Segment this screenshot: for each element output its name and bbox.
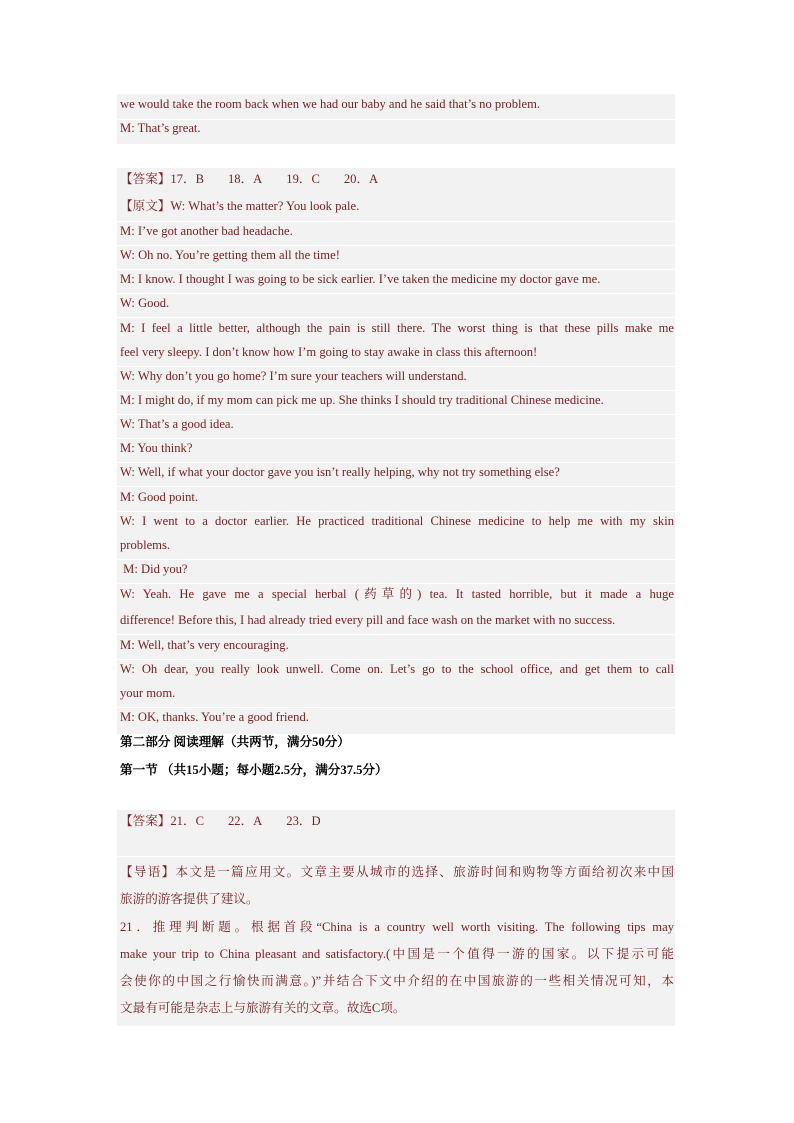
divider xyxy=(117,659,675,660)
transcript-line: difference! Before this, I had already tried every pill and face wash on the market with no success. xyxy=(120,613,616,627)
transcript-line-text: W: What’s the matter? You look pale. xyxy=(170,199,360,213)
transcript-label: 【原文】 xyxy=(120,199,171,213)
divider xyxy=(117,559,675,560)
explanation-line: 21．推理判断题。根据首段“China is a country well worth visiting. The following tips may xyxy=(120,920,674,934)
divider xyxy=(117,293,675,294)
transcript-line: W: Yeah. He gave me a special herbal (药草的) tea. It tasted horrible, but it made a huge xyxy=(120,587,674,601)
reading-answer-block xyxy=(117,810,675,1026)
section-one-heading: 第一节 （共15小题；每小题2.5分，满分37.5分） xyxy=(120,763,388,777)
transcript-line: W: Oh dear, you really look unwell. Come on. Let’s go to the school office, and get them to call xyxy=(120,662,674,676)
transcript-line: M: That’s great. xyxy=(120,121,201,135)
transcript-line: your mom. xyxy=(120,686,176,700)
transcript-first-line xyxy=(120,198,674,214)
divider xyxy=(117,511,675,512)
divider xyxy=(117,390,675,391)
transcript-line: W: I went to a doctor earlier. He practiced traditional Chinese medicine to help me with my skin xyxy=(120,514,674,528)
transcript-line: problems. xyxy=(120,538,171,552)
guide-line: 旅游的游客提供了建议。 xyxy=(120,892,259,906)
answer-item: 19．C xyxy=(286,172,320,186)
answer-label: 【答案】 xyxy=(120,172,171,186)
divider xyxy=(117,269,675,270)
divider xyxy=(117,583,675,584)
transcript-line: we would take the room back when we had our baby and he said that’s no problem. xyxy=(120,97,541,111)
divider xyxy=(117,414,675,415)
transcript-line: M: I’ve got another bad headache. xyxy=(120,224,293,238)
answer-item: 22．A xyxy=(227,814,263,828)
part-two-heading: 第二部分 阅读理解（共两节，满分50分） xyxy=(120,735,350,749)
transcript-line: feel very sleepy. I don’t know how I’m going to stay awake in class this afternoon! xyxy=(120,345,538,359)
divider xyxy=(117,486,675,487)
divider xyxy=(117,707,675,708)
answer-label: 【答案】 xyxy=(120,814,171,828)
answer-item: 17．B xyxy=(170,172,204,186)
divider xyxy=(117,366,675,367)
answer-key-21-23 xyxy=(120,813,674,829)
divider xyxy=(117,245,675,246)
answer-key-17-20 xyxy=(120,171,674,187)
answer-item: 20．A xyxy=(343,172,379,186)
transcript-line: M: I might do, if my mom can pick me up. She thinks I should try traditional Chinese medicine. xyxy=(120,393,604,407)
explanation-line: make your trip to China pleasant and satisfactory.(中国是一个值得一游的国家。以下提示可能 xyxy=(120,947,674,961)
transcript-line: W: Well, if what your doctor gave you isn’t really helping, why not try something else? xyxy=(120,465,560,479)
transcript-line: M: I feel a little better, although the pain is still there. The worst thing is that these pills make me xyxy=(120,321,674,335)
transcript-line: M: Well, that’s very encouraging. xyxy=(120,638,289,652)
transcript-line: M: Good point. xyxy=(120,490,199,504)
divider xyxy=(117,317,675,318)
explanation-line: 文最有可能是杂志上与旅游有关的文章。故选C项。 xyxy=(120,1001,406,1015)
transcript-line: M: I know. I thought I was going to be sick earlier. I’ve taken the medicine my doctor gave me. xyxy=(120,272,601,286)
answer-item: 18．A xyxy=(227,172,263,186)
divider xyxy=(117,438,675,439)
explanation-line: 会使你的中国之行愉快而满意。)”并结合下文中介绍的在中国旅游的一些相关情况可知，本 xyxy=(120,974,674,988)
transcript-line: M: You think? xyxy=(120,441,193,455)
transcript-line: W: Good. xyxy=(120,296,170,310)
answer-item: 21．C xyxy=(170,814,204,828)
answer-item: 23．D xyxy=(286,814,321,828)
divider xyxy=(117,462,675,463)
divider xyxy=(117,221,675,222)
divider xyxy=(117,856,675,857)
transcript-line: W: That’s a good idea. xyxy=(120,417,234,431)
transcript-line: W: Oh no. You’re getting them all the time! xyxy=(120,248,340,262)
transcript-line: W: Why don’t you go home? I’m sure your teachers will understand. xyxy=(120,369,467,383)
transcript-line: M: OK, thanks. You’re a good friend. xyxy=(120,710,309,724)
divider xyxy=(117,634,675,635)
guide-line: 【导语】本文是一篇应用文。文章主要从城市的选择、旅游时间和购物等方面给初次来中国 xyxy=(120,865,674,879)
transcript-line: M: Did you? xyxy=(120,562,188,576)
